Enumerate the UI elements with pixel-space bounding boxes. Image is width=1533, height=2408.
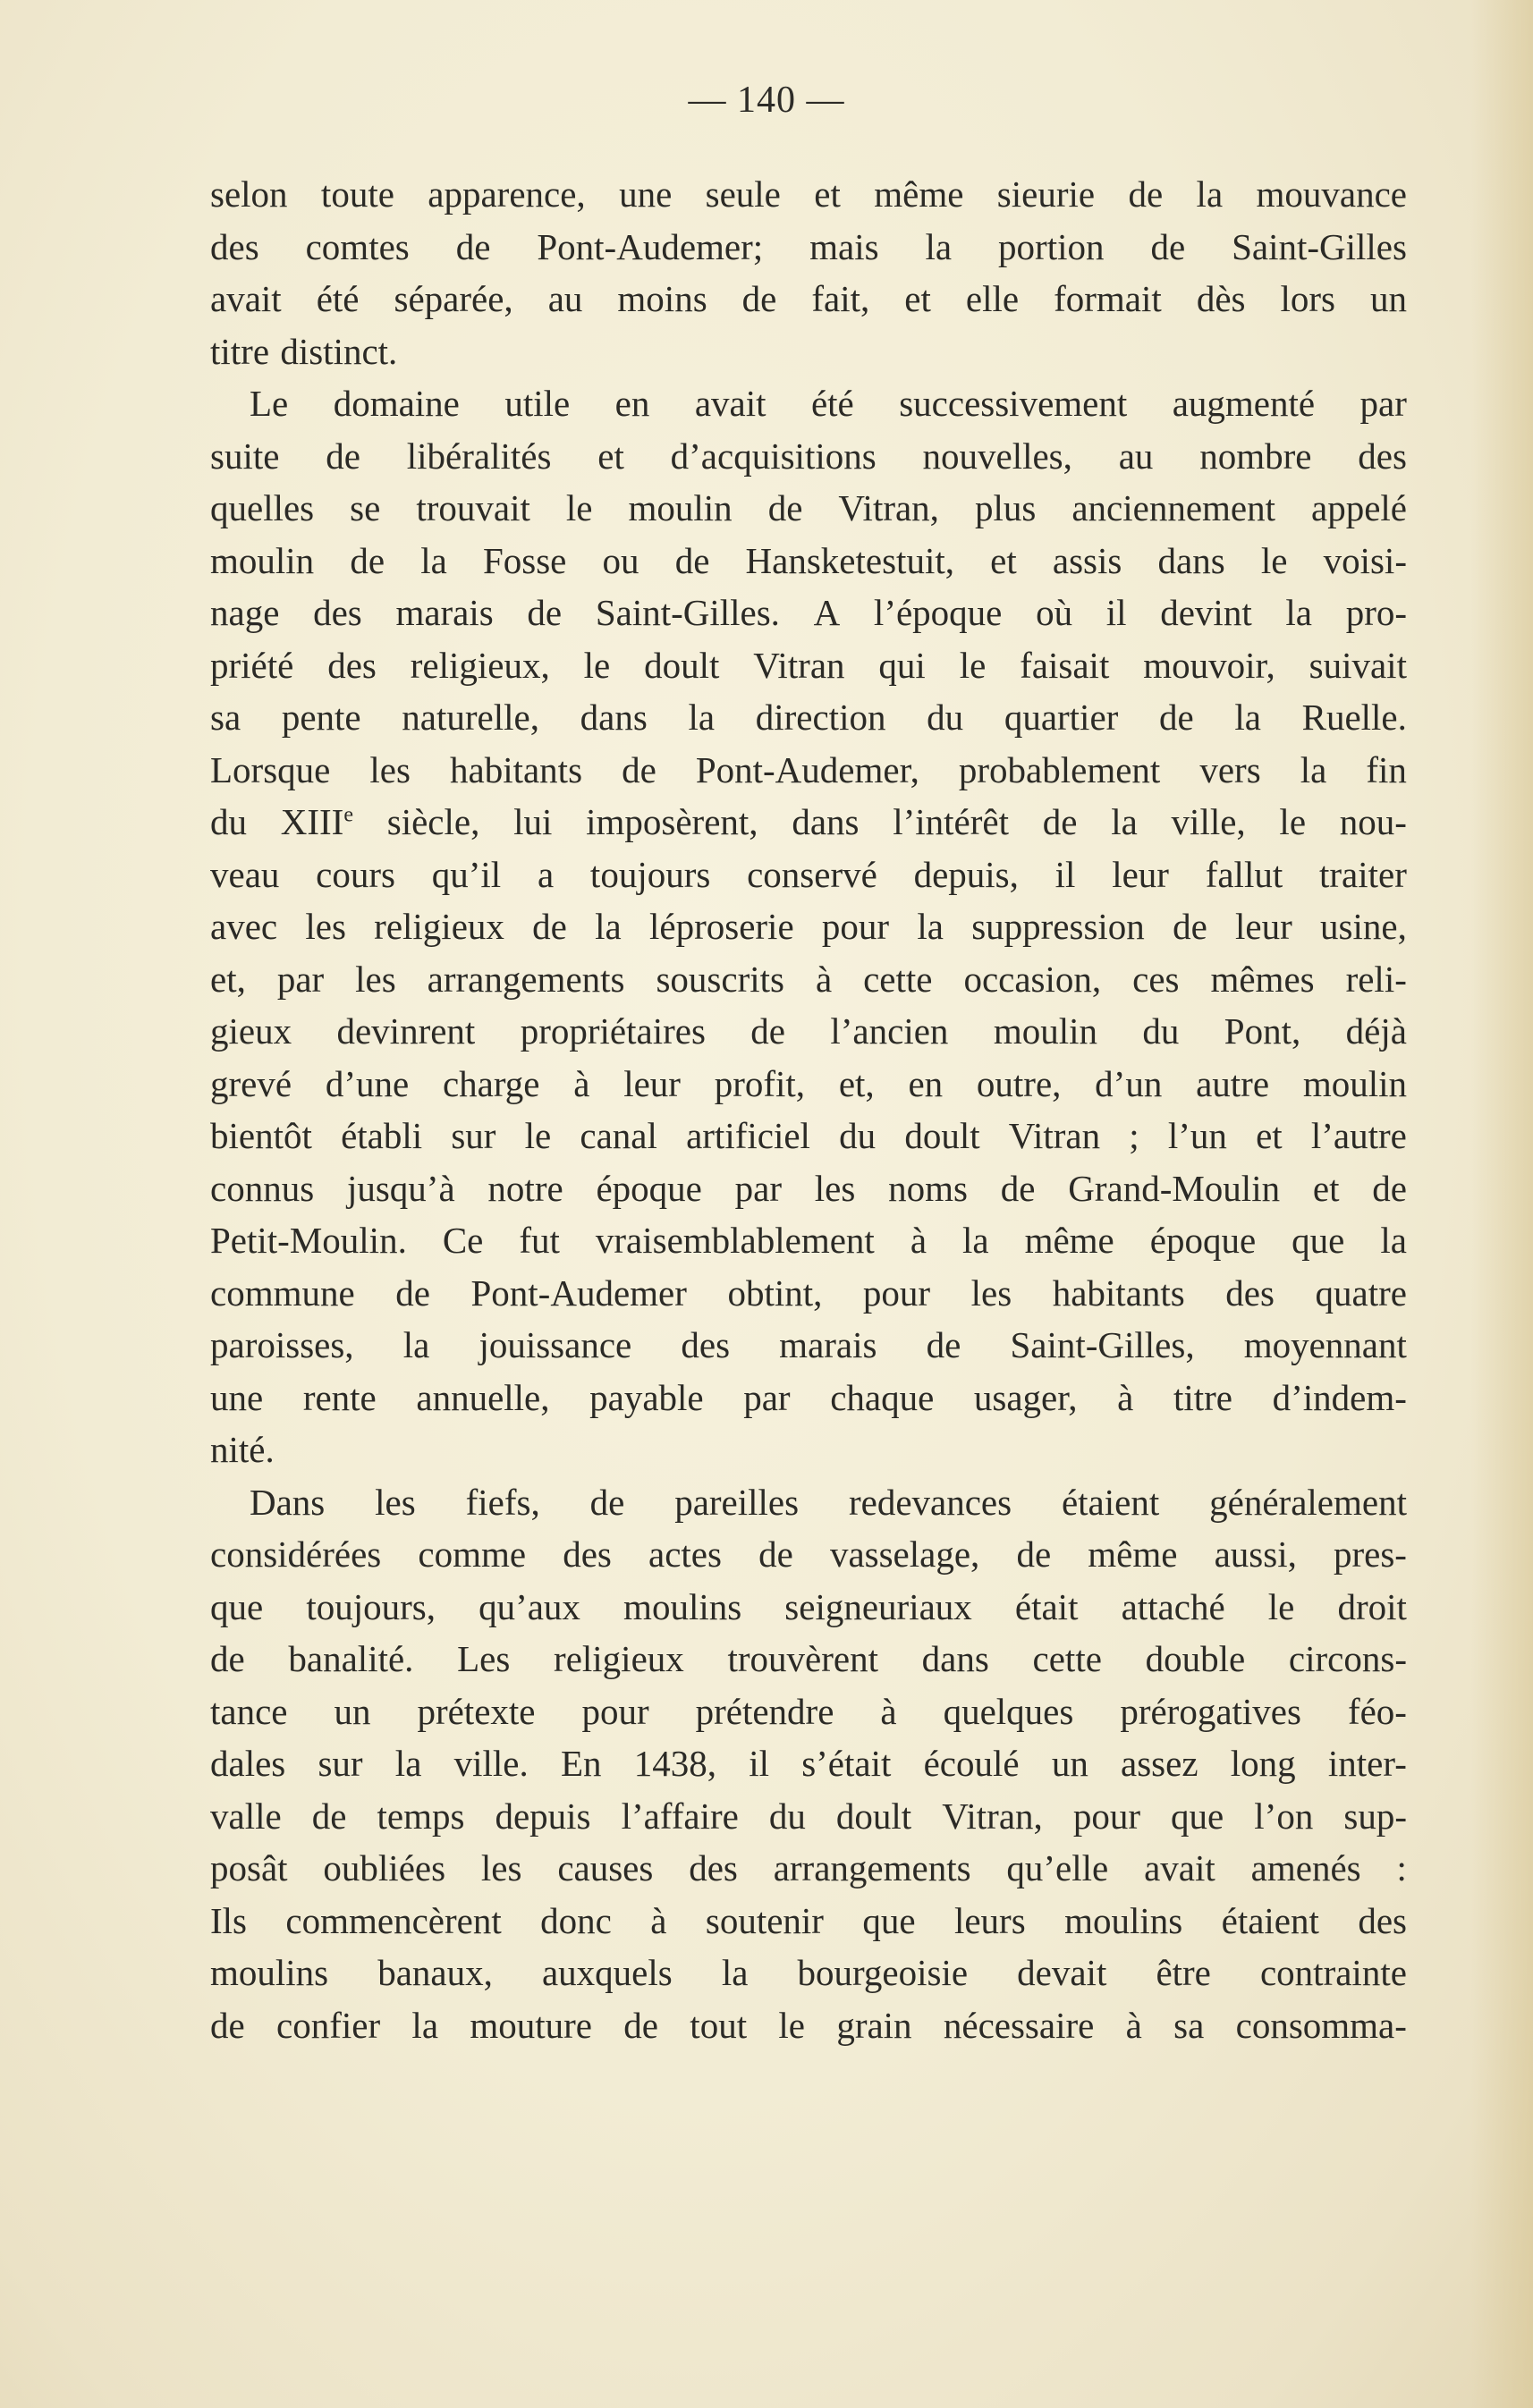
text-line: tance un prétexte pour prétendre à quelques prérogatives féo- — [210, 1690, 1407, 1732]
page-edge-shadow — [1470, 0, 1533, 2408]
text-line: nage des marais de Saint-Gilles. A l’époque où il devint la pro- — [210, 592, 1407, 633]
text-line: priété des religieux, le doult Vitran qui le faisait mouvoir, suivait — [210, 644, 1407, 686]
text-line: Dans les fiefs, de pareilles redevances étaient généralement — [250, 1481, 1407, 1523]
text-line: et, par les arrangements souscrits à cette occasion, ces mêmes reli- — [210, 958, 1407, 1000]
text-line: selon toute apparence, une seule et même sieurie de la mouvance — [210, 173, 1407, 215]
text-line: suite de libéralités et d’acquisitions nouvelles, au nombre des — [210, 435, 1407, 477]
text-line: Le domaine utile en avait été successivement augmenté par — [250, 383, 1407, 424]
text-line: grevé d’une charge à leur profit, et, en outre, d’un autre moulin — [210, 1062, 1407, 1104]
text-line: veau cours qu’il a toujours conservé depuis, il leur fallut traiter — [210, 853, 1407, 895]
text-line: connus jusqu’à notre époque par les noms de Grand-Moulin et de — [210, 1167, 1407, 1209]
text-line: sa pente naturelle, dans la direction du quartier de la Ruelle. — [210, 697, 1407, 738]
text-line: paroisses, la jouissance des marais de Saint-Gilles, moyennant — [210, 1324, 1407, 1365]
text-line: avec les religieux de la léproserie pour la suppression de leur usine, — [210, 906, 1407, 947]
text-line: moulins banaux, auxquels la bourgeoisie devait être contrainte — [210, 1952, 1407, 1993]
text-line: titre distinct. — [210, 330, 398, 372]
text-line: valle de temps depuis l’affaire du doult Vitran, pour que l’on sup- — [210, 1795, 1407, 1837]
text-line: Lorsque les habitants de Pont-Audemer, probablement vers la fin — [210, 748, 1407, 790]
text-line: dales sur la ville. En 1438, il s’était écoulé un assez long inter- — [210, 1743, 1407, 1784]
text-line: gieux devinrent propriétaires de l’ancien moulin du Pont, déjà — [210, 1010, 1407, 1052]
text-line: commune de Pont-Audemer obtint, pour les habitants des quatre — [210, 1272, 1407, 1314]
text-line: que toujours, qu’aux moulins seigneuriaux était attaché le droit — [210, 1585, 1407, 1627]
page-number: — 140 — — [688, 80, 845, 121]
text-line: une rente annuelle, payable par chaque usager, à titre d’indem- — [210, 1376, 1407, 1418]
text-line: nité. — [210, 1429, 275, 1470]
text-line: des comtes de Pont-Audemer; mais la portion de Saint-Gilles — [210, 225, 1407, 267]
text-line: de banalité. Les religieux trouvèrent dans cette double circons- — [210, 1638, 1407, 1679]
text-line: considérées comme des actes de vasselage, de même aussi, pres- — [210, 1534, 1407, 1575]
text-line: posât oubliées les causes des arrangements qu’elle avait amenés : — [210, 1847, 1407, 1888]
body-text — [210, 168, 1407, 2051]
text-line: de confier la mouture de tout le grain nécessaire à sa consomma- — [210, 2004, 1407, 2046]
text-line: Petit-Moulin. Ce fut vraisemblablement à la même époque que la — [210, 1220, 1407, 1261]
text-line: bientôt établi sur le canal artificiel du doult Vitran ; l’un et l’autre — [210, 1115, 1407, 1156]
text-line: du XIIIe siècle, lui imposèrent, dans l’intérêt de la ville, le nou- — [210, 801, 1407, 842]
text-line: moulin de la Fosse ou de Hansketestuit, et assis dans le voisi- — [210, 539, 1407, 581]
text-line: quelles se trouvait le moulin de Vitran, plus anciennement appelé — [210, 487, 1407, 528]
text-line: avait été séparée, au moins de fait, et elle formait dès lors un — [210, 278, 1407, 319]
text-line: Ils commencèrent donc à soutenir que leurs moulins étaient des — [210, 1899, 1407, 1941]
